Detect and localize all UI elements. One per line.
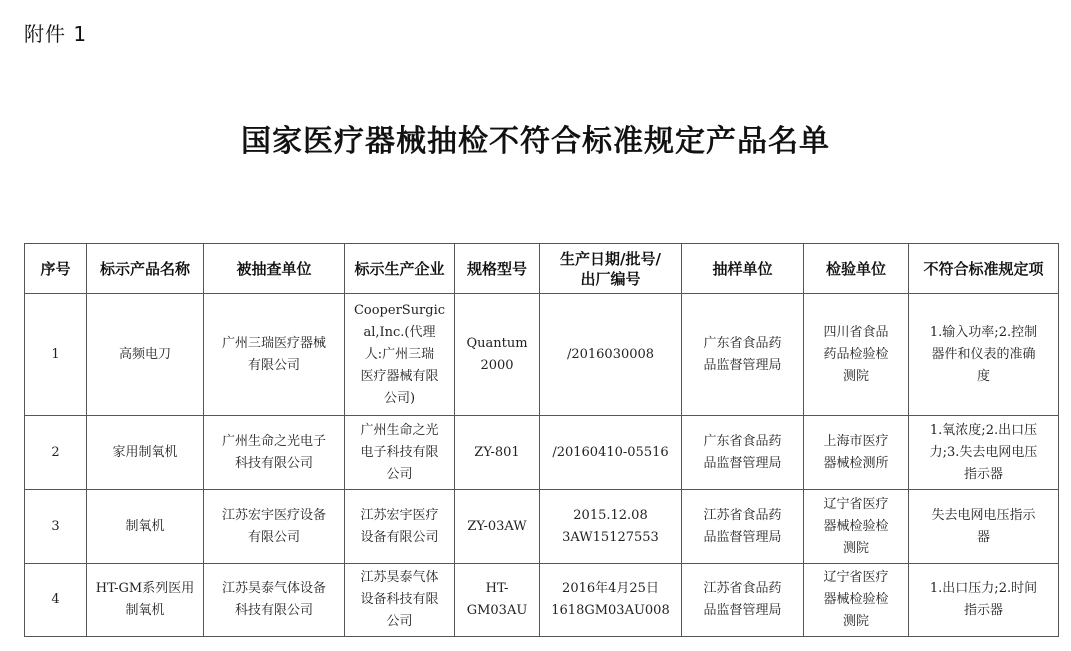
cell-model: ZY-03AW (455, 490, 540, 564)
cell-sampling-unit: 广东省食品药 品监督管理局 (682, 294, 804, 416)
document-title: 国家医疗器械抽检不符合标准规定产品名单 (241, 124, 830, 159)
cell-index: 1 (25, 294, 87, 416)
cell-product-name: HT-GM系列医用 制氧机 (87, 564, 204, 637)
table-row (25, 564, 1059, 637)
cell-index: 4 (25, 564, 87, 637)
cell-batch: /20160410-05516 (540, 416, 682, 490)
cell-noncompliant-items: 1.氧浓度;2.出口压 力;3.失去电网电压 指示器 (909, 416, 1059, 490)
header-noncompliant-items: 不符合标准规定项 (909, 244, 1059, 294)
cell-index: 2 (25, 416, 87, 490)
cell-sampling-unit: 江苏省食品药 品监督管理局 (682, 490, 804, 564)
cell-batch: /2016030008 (540, 294, 682, 416)
cell-manufacturer: 广州生命之光 电子科技有限 公司 (345, 416, 455, 490)
header-batch: 生产日期/批号/ 出厂编号 (540, 244, 682, 294)
cell-inspected-unit: 江苏昊泰气体设备 科技有限公司 (204, 564, 345, 637)
cell-product-name: 家用制氧机 (87, 416, 204, 490)
cell-testing-unit: 上海市医疗 器械检测所 (804, 416, 909, 490)
cell-noncompliant-items: 1.出口压力;2.时间 指示器 (909, 564, 1059, 637)
cell-manufacturer: 江苏宏宇医疗 设备有限公司 (345, 490, 455, 564)
cell-inspected-unit: 江苏宏宇医疗设备 有限公司 (204, 490, 345, 564)
cell-testing-unit: 四川省食品 药品检验检 测院 (804, 294, 909, 416)
header-testing-unit: 检验单位 (804, 244, 909, 294)
header-product-name: 标示产品名称 (87, 244, 204, 294)
cell-inspected-unit: 广州生命之光电子 科技有限公司 (204, 416, 345, 490)
cell-sampling-unit: 江苏省食品药 品监督管理局 (682, 564, 804, 637)
cell-manufacturer: CooperSurgic al,Inc.(代理 人:广州三瑞 医疗器械有限 公司) (345, 294, 455, 416)
cell-product-name: 制氧机 (87, 490, 204, 564)
cell-testing-unit: 辽宁省医疗 器械检验检 测院 (804, 564, 909, 637)
noncompliant-products-table (24, 243, 1059, 637)
cell-model: ZY-801 (455, 416, 540, 490)
cell-product-name: 高频电刀 (87, 294, 204, 416)
cell-index: 3 (25, 490, 87, 564)
header-index: 序号 (25, 244, 87, 294)
cell-inspected-unit: 广州三瑞医疗器械 有限公司 (204, 294, 345, 416)
header-model: 规格型号 (455, 244, 540, 294)
cell-batch: 2016年4月25日 1618GM03AU008 (540, 564, 682, 637)
table-row (25, 294, 1059, 416)
attachment-label: 附件 1 (24, 22, 88, 46)
header-sampling-unit: 抽样单位 (682, 244, 804, 294)
cell-model: Quantum 2000 (455, 294, 540, 416)
cell-noncompliant-items: 1.输入功率;2.控制 器件和仪表的准确 度 (909, 294, 1059, 416)
table-row (25, 490, 1059, 564)
cell-manufacturer: 江苏昊泰气体 设备科技有限 公司 (345, 564, 455, 637)
table-header-row (25, 244, 1059, 294)
header-manufacturer: 标示生产企业 (345, 244, 455, 294)
cell-noncompliant-items: 失去电网电压指示 器 (909, 490, 1059, 564)
header-inspected-unit: 被抽查单位 (204, 244, 345, 294)
cell-model: HT-GM03AU (455, 564, 540, 637)
cell-batch: 2015.12.08 3AW15127553 (540, 490, 682, 564)
cell-testing-unit: 辽宁省医疗 器械检验检 测院 (804, 490, 909, 564)
table-row (25, 416, 1059, 490)
cell-sampling-unit: 广东省食品药 品监督管理局 (682, 416, 804, 490)
